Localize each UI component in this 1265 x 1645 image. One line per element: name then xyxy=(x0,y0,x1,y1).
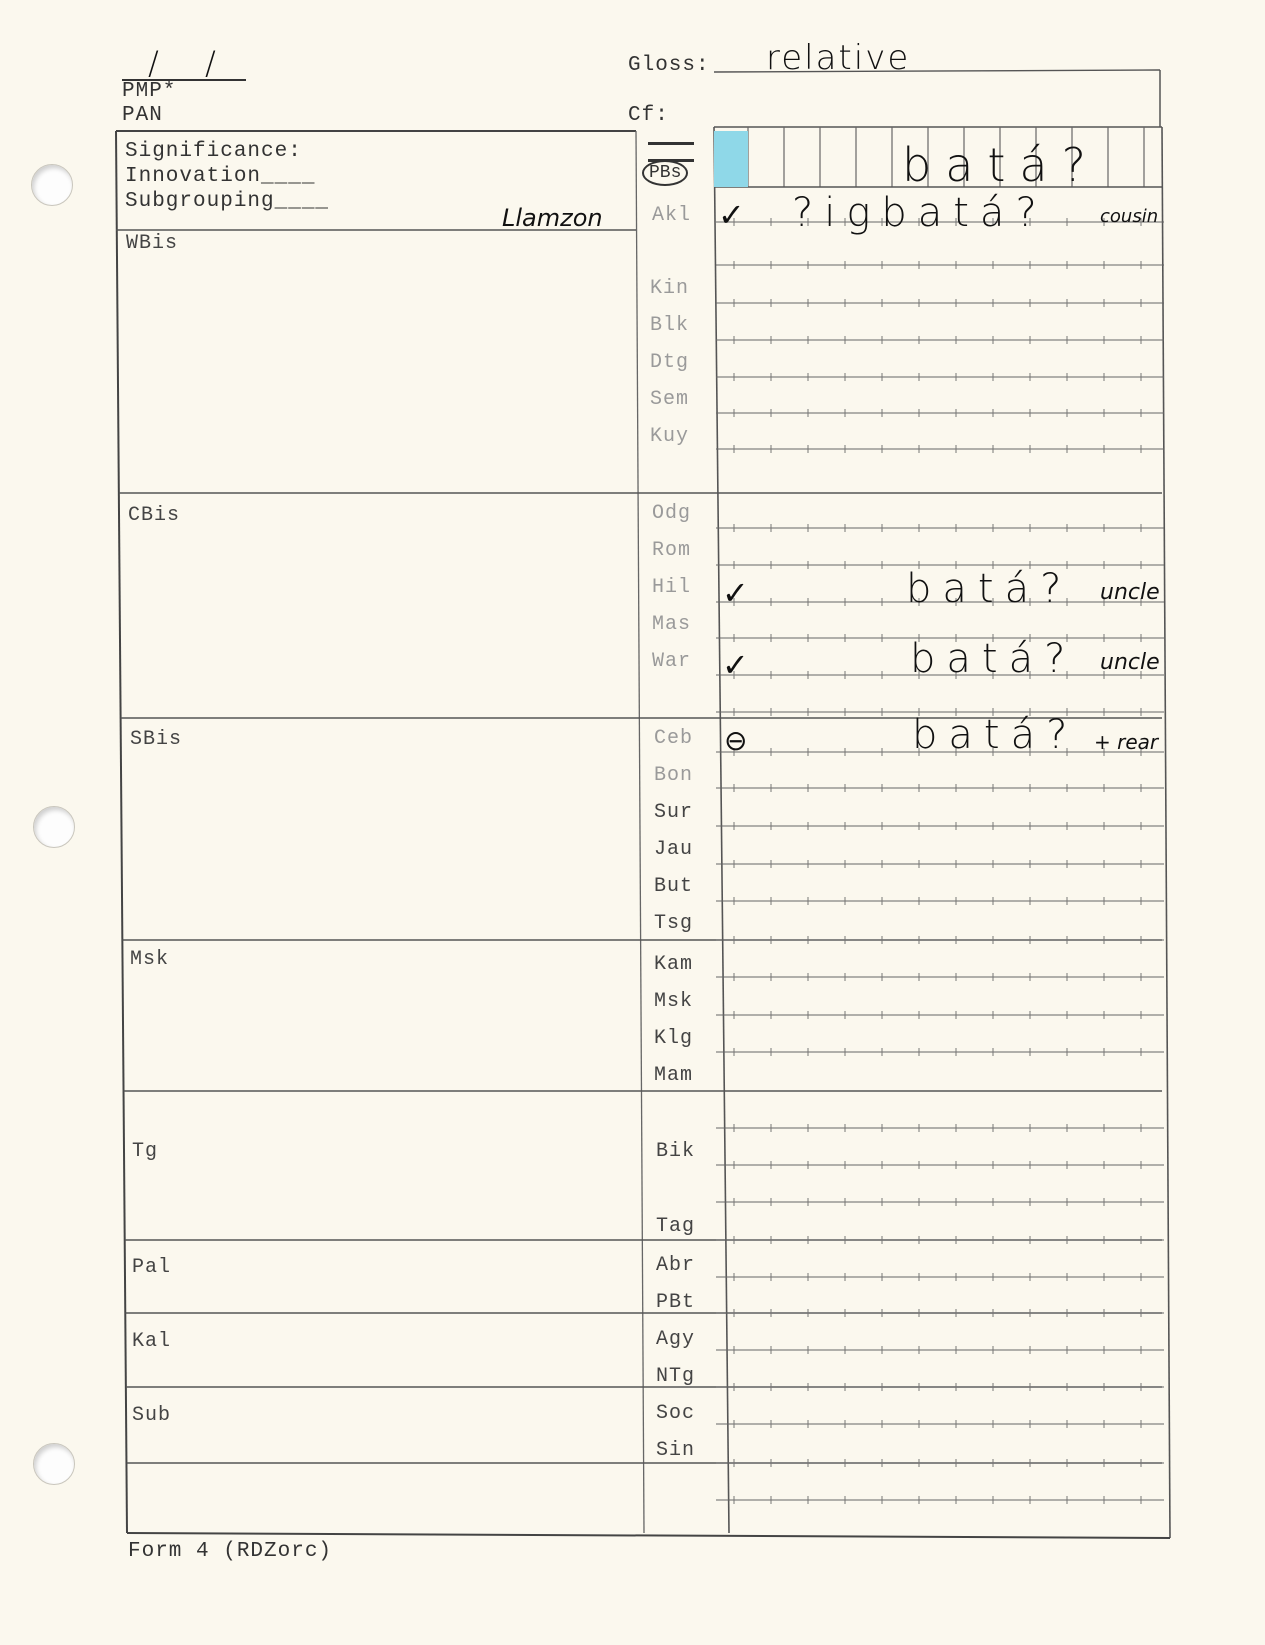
lang-code-akl: Akl xyxy=(652,204,692,227)
lang-code-sur: Sur xyxy=(654,801,694,824)
cf-label: Cf: xyxy=(628,104,669,127)
lang-code-blk: Blk xyxy=(650,314,690,337)
entry-hil-mark: ✓ xyxy=(722,574,749,612)
pbs-struck-label xyxy=(648,142,694,162)
pbs-reconstruction: batá? xyxy=(902,138,1101,192)
entry-ceb-gloss: + rear xyxy=(1094,730,1159,754)
lang-code-war: War xyxy=(652,650,692,673)
lang-code-tag: Tag xyxy=(656,1215,696,1238)
lang-code-jau: Jau xyxy=(654,838,694,861)
frame-left xyxy=(116,131,127,1533)
group-label-sbis: SBis xyxy=(130,728,183,751)
pbs-label: PBs xyxy=(642,160,688,186)
lang-code-mam: Mam xyxy=(654,1064,694,1087)
lang-code-mas: Mas xyxy=(652,613,692,636)
lang-code-ceb: Ceb xyxy=(654,727,694,750)
group-label-wbis: WBis xyxy=(126,232,179,255)
frame-right xyxy=(1162,127,1170,1538)
subgrouping-label: Subgrouping____ xyxy=(125,190,330,213)
lang-code-klg: Klg xyxy=(654,1027,694,1050)
lang-code-rom: Rom xyxy=(652,539,692,562)
group-label-tg: Tg xyxy=(132,1140,159,1163)
entry-war-form: batá? xyxy=(910,636,1077,682)
lang-code-bon: Bon xyxy=(654,764,694,787)
lang-code-kin: Kin xyxy=(650,277,690,300)
entry-war-gloss: uncle xyxy=(1100,650,1160,675)
lang-code-bik: Bik xyxy=(656,1140,696,1163)
lang-code-tsg: Tsg xyxy=(654,912,694,935)
entry-akl-form: ?igbatá? xyxy=(792,190,1048,236)
entry-hil-form: batá? xyxy=(906,566,1073,612)
lang-code-but: But xyxy=(654,875,694,898)
lang-code-kam: Kam xyxy=(654,953,694,976)
form-label: Form 4 (RDZorc) xyxy=(128,1540,333,1563)
group-label-cbis: CBis xyxy=(128,504,181,527)
entry-ceb-mark: ⊖ xyxy=(724,724,748,757)
entry-ceb-form: batá? xyxy=(912,712,1079,758)
frame-entry-left xyxy=(714,127,729,1533)
pbs-highlight-cell xyxy=(714,131,748,187)
lang-code-pbt: PBt xyxy=(656,1291,696,1314)
frame-bottom xyxy=(127,1533,1170,1538)
gloss-value: relative xyxy=(766,38,911,78)
group-label-pal: Pal xyxy=(132,1256,172,1279)
frame-mid xyxy=(636,131,644,1533)
entry-akl-mark: ✓ xyxy=(718,196,745,234)
lang-code-abr: Abr xyxy=(656,1254,696,1277)
significance-label: Significance: xyxy=(125,140,302,163)
entry-akl-gloss: cousin xyxy=(1100,206,1159,227)
group-label-sub: Sub xyxy=(132,1404,172,1427)
group-label-kal: Kal xyxy=(132,1330,172,1353)
group-label-msk: Msk xyxy=(130,948,170,971)
entry-war-mark: ✓ xyxy=(722,646,749,684)
innovation-label: Innovation____ xyxy=(125,165,316,188)
lang-code-soc: Soc xyxy=(656,1402,696,1425)
lang-code-agy: Agy xyxy=(656,1328,696,1351)
source-author: Llamzon xyxy=(502,204,603,232)
lang-code-odg: Odg xyxy=(652,502,692,525)
entry-hil-gloss: uncle xyxy=(1100,580,1160,605)
pmp-label: PMP* xyxy=(122,80,177,103)
pan-label: PAN xyxy=(122,104,163,127)
lang-code-msk: Msk xyxy=(654,990,694,1013)
lang-code-dtg: Dtg xyxy=(650,351,690,374)
gloss-label: Gloss: xyxy=(628,54,710,77)
lang-code-sin: Sin xyxy=(656,1439,696,1462)
lang-code-sem: Sem xyxy=(650,388,690,411)
lang-code-ntg: NTg xyxy=(656,1365,696,1388)
lang-code-hil: Hil xyxy=(652,576,692,599)
lang-code-kuy: Kuy xyxy=(650,425,690,448)
date-marks: / / xyxy=(148,44,234,82)
